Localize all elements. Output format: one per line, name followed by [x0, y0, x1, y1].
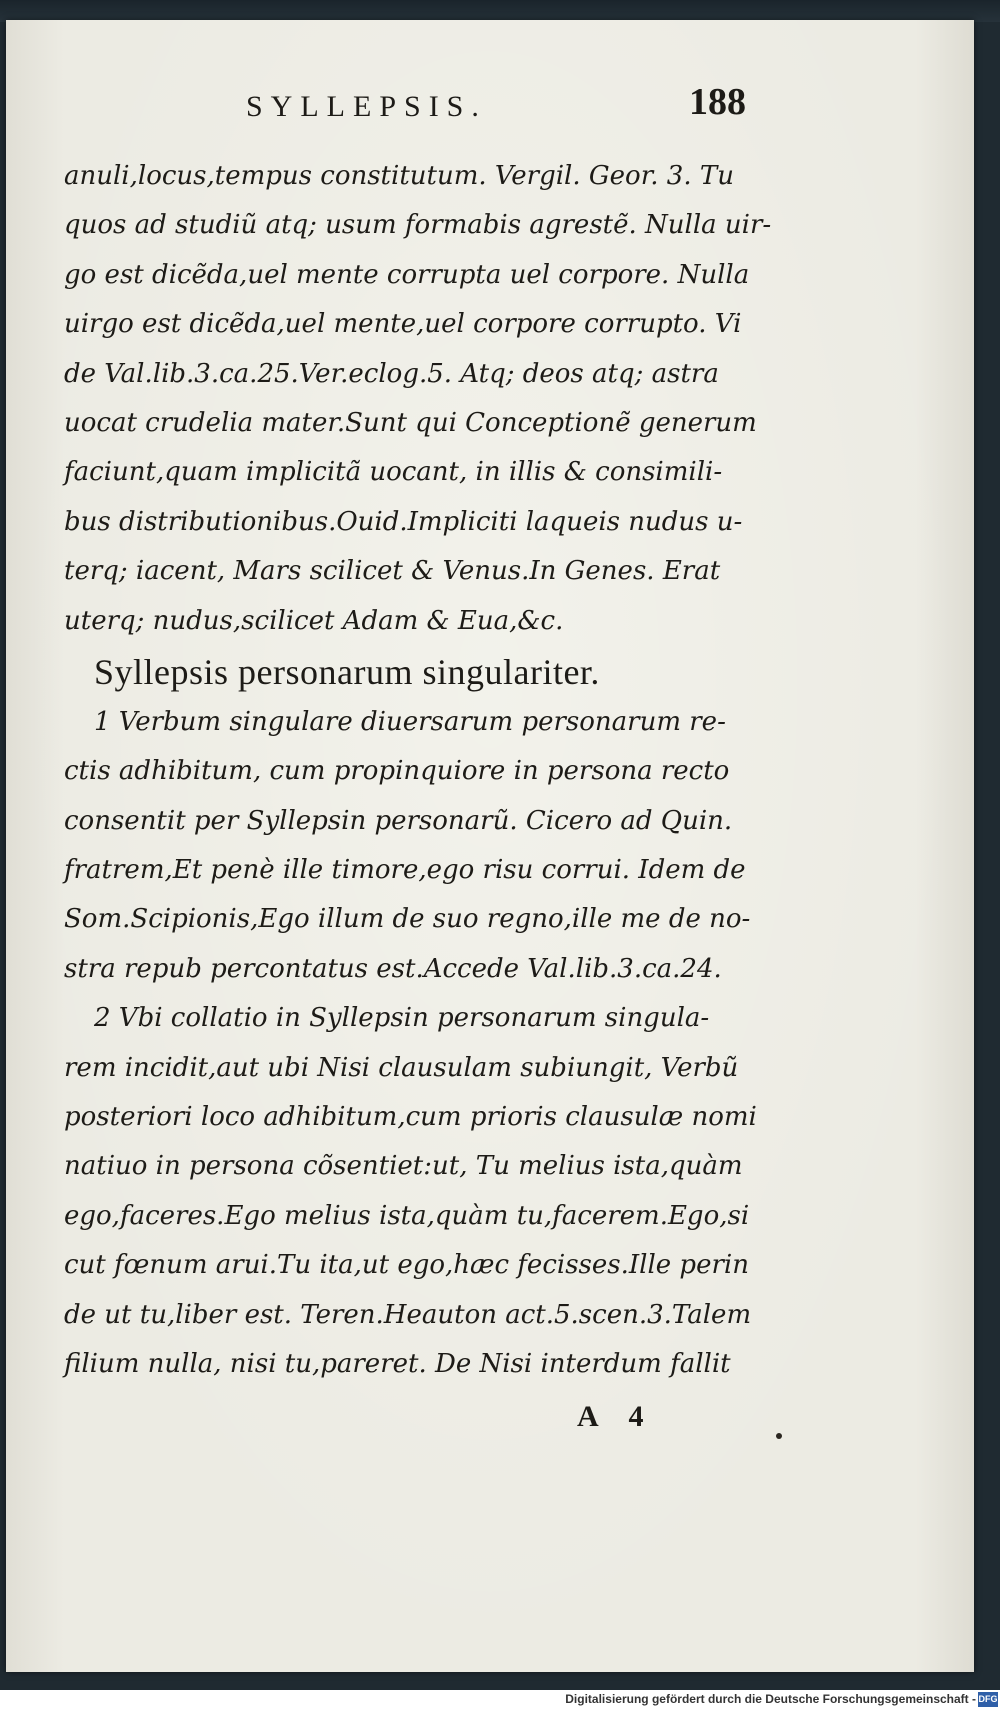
text-line: 2 Vbi collatio in Syllepsin personarum singula- [94, 1003, 710, 1034]
text-line: cut fœnum arui.Tu ita,ut ego,hæc fecisses.Ille perin [64, 1250, 749, 1281]
digitization-footer [0, 1690, 1000, 1711]
text-line: 1 Verbum singulare diuersarum personarum re- [94, 706, 726, 737]
dfg-logo-icon: DFG [978, 1692, 998, 1707]
text-line: de Val.lib.3.ca.25.Ver.eclog.5. Atq; deos atq; astra [64, 358, 719, 389]
text-line: uocat crudelia mater.Sunt qui Conceptionẽ generum [64, 407, 757, 438]
text-line: rem incidit,aut ubi Nisi clausulam subiungit, Verbũ [64, 1052, 739, 1083]
running-head: SYLLEPSIS. [246, 90, 487, 123]
text-line: filium nulla, nisi tu,pareret. De Nisi interdum fallit [64, 1348, 731, 1379]
section-heading: Syllepsis personarum singulariter. [94, 651, 600, 692]
text-line: terq; iacent, Mars scilicet & Venus.In Genes. Erat [64, 556, 721, 587]
ink-dot [776, 1433, 782, 1439]
text-line: natiuo in persona cõsentiet:ut, Tu melius ista,quàm [64, 1151, 743, 1182]
text-line: uterq; nudus,scilicet Adam & Eua,&c. [64, 605, 564, 636]
page-number: 188 [689, 81, 746, 123]
text-line: de ut tu,liber est. Teren.Heauton act.5.scen.3.Talem [64, 1299, 752, 1330]
scan-top-edge [0, 0, 1000, 22]
text-line: posteriori loco adhibitum,cum prioris clausulæ nomi [64, 1102, 757, 1133]
footer-credit: Digitalisierung gefördert durch die Deutsche Forschungsgemeinschaft - [565, 1692, 976, 1706]
signature-mark: A 4 [577, 1400, 656, 1433]
text-line: Som.Scipionis,Ego illum de suo regno,ille me de no- [64, 904, 751, 935]
text-line: ego,faceres.Ego melius ista,quàm tu,facerem.Ego,si [64, 1200, 750, 1231]
text-line: quos ad studiũ atq; usum formabis agrestẽ. Nulla uir- [64, 210, 772, 241]
body-text [64, 152, 772, 1389]
text-line: ctis adhibitum, cum propinquiore in persona recto [64, 756, 730, 787]
page-header [246, 80, 746, 130]
text-line: consentit per Syllepsin personarũ. Cicero ad Quin. [64, 805, 733, 836]
text-line: anuli,locus,tempus constitutum. Vergil. Geor. 3. Tu [64, 161, 734, 191]
text-line: stra repub percontatus est.Accede Val.lib.3.ca.24. [64, 953, 722, 984]
text-line: fratrem,Et penè ille timore,ego risu corrui. Idem de [64, 855, 746, 886]
text-line: bus distributionibus.Ouid.Impliciti laqueis nudus u- [64, 506, 743, 537]
text-line: go est dicẽda,uel mente corrupta uel corpore. Nulla [64, 259, 750, 290]
text-line: uirgo est dicẽda,uel mente,uel corpore corrupto. Vi [64, 309, 742, 340]
book-page [6, 20, 974, 1672]
text-line: faciunt,quam implicitã uocant, in illis & consimili- [64, 457, 723, 488]
